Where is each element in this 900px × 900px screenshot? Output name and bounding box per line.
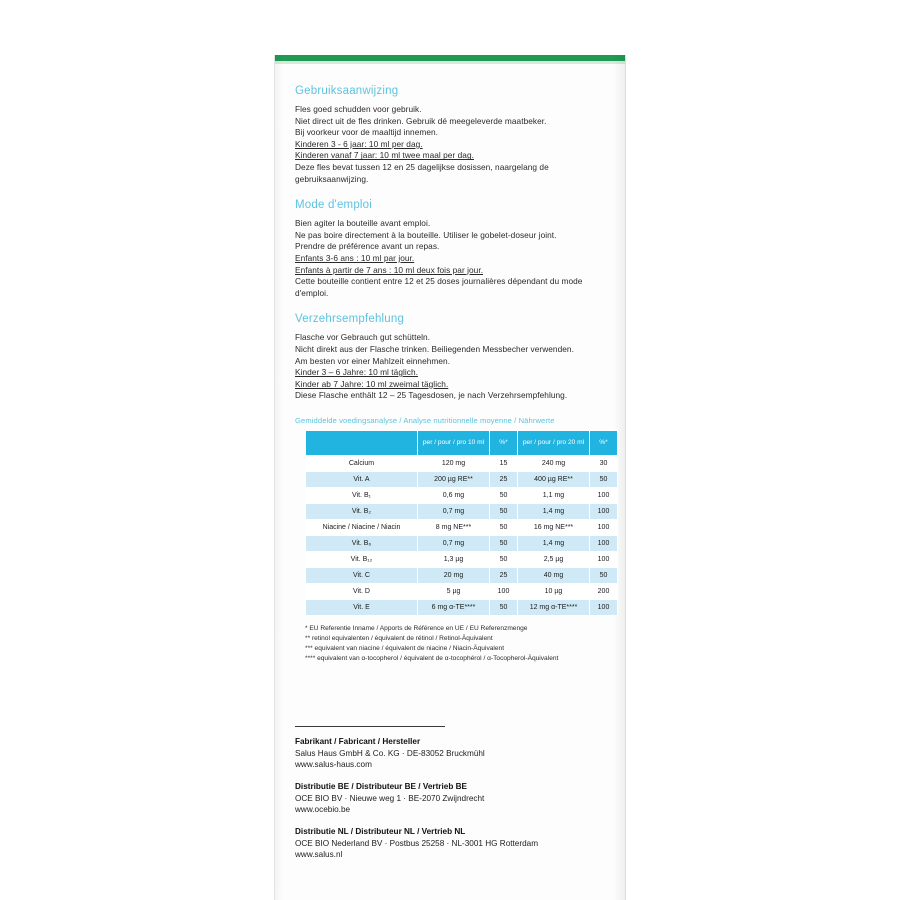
left-edge-shading (275, 55, 283, 900)
footnote: * EU Referentie Inname / Apports de Référence en UE / EU Referenzmenge (305, 624, 528, 632)
column-header-nutrient (306, 430, 418, 455)
cell-nutrient: Niacine / Niacine / Niacin (306, 519, 418, 535)
cell-pct-10ml: 50 (490, 551, 518, 567)
instruction-line: Fles goed schudden voor gebruik. (295, 104, 422, 114)
cell-per-10ml: 20 mg (418, 567, 490, 583)
table-row (306, 455, 618, 471)
instruction-line: Enfants à partir de 7 ans : 10 ml deux fois par jour. (295, 264, 484, 275)
column-header-pct-10ml: %* (490, 430, 518, 455)
distributor-be-heading: Distributie BE / Distributeur BE / Vertrieb BE (295, 781, 467, 791)
instruction-line: Cette bouteille contient entre 12 et 25 doses journalières dépendant du mode d'emploi. (295, 276, 583, 298)
cell-nutrient: Vit. D (306, 583, 418, 599)
instruction-line: Bij voorkeur voor de maaltijd innemen. (295, 127, 439, 138)
cell-pct-20ml: 200 (590, 583, 618, 599)
cell-pct-20ml: 100 (590, 599, 618, 615)
distributor-be-website[interactable]: www.ocebio.be (295, 805, 351, 815)
table-row (306, 551, 618, 567)
manufacturer-block (295, 736, 607, 771)
cell-per-10ml: 200 µg RE** (418, 471, 490, 487)
cell-pct-10ml: 50 (490, 519, 518, 535)
cell-per-10ml: 8 mg NE*** (418, 519, 490, 535)
cell-per-20ml: 240 mg (518, 455, 590, 471)
cell-nutrient: Vit. B₁ (306, 487, 418, 503)
instructions-section-nl (295, 85, 607, 185)
instruction-line: Niet direct uit de fles drinken. Gebruik dé meegeleverde maatbeker. (295, 115, 547, 126)
cell-pct-10ml: 15 (490, 455, 518, 471)
instruction-line: Kinderen vanaf 7 jaar: 10 ml twee maal per dag. (295, 150, 474, 161)
cell-per-20ml: 1,4 mg (518, 503, 590, 519)
cell-per-20ml: 12 mg α-TE**** (518, 599, 590, 615)
cell-pct-20ml: 50 (590, 471, 618, 487)
instruction-line: Kinder 3 – 6 Jahre: 10 ml täglich. (295, 367, 418, 378)
cell-per-10ml: 6 mg α-TE**** (418, 599, 490, 615)
manufacturer-address: Salus Haus GmbH & Co. KG · DE-83052 Bruckmühl (295, 748, 485, 758)
cell-per-20ml: 10 µg (518, 583, 590, 599)
footnote: *** equivalent van niacine / équivalent de niacine / Niacin-Äquivalent (305, 644, 505, 652)
table-row (306, 519, 618, 535)
cell-per-20ml: 16 mg NE*** (518, 519, 590, 535)
instruction-line: Enfants 3-6 ans : 10 ml par jour. (295, 252, 415, 263)
cell-pct-20ml: 100 (590, 487, 618, 503)
top-green-bar-secondary (275, 61, 625, 64)
section-divider (295, 726, 445, 727)
cell-pct-10ml: 50 (490, 503, 518, 519)
column-header-per-20ml: per / pour / pro 20 ml (518, 430, 590, 455)
cell-nutrient: Vit. B₂ (306, 503, 418, 519)
cell-per-10ml: 120 mg (418, 455, 490, 471)
cell-nutrient: Vit. B₆ (306, 535, 418, 551)
cell-per-10ml: 0,6 mg (418, 487, 490, 503)
cell-pct-10ml: 100 (490, 583, 518, 599)
section-title-de: Verzehrsempfehlung (295, 313, 405, 326)
table-row (306, 599, 618, 615)
instructions-section-de (295, 313, 607, 402)
cell-pct-10ml: 50 (490, 487, 518, 503)
cell-nutrient: Vit. B₁₂ (306, 551, 418, 567)
cell-per-20ml: 400 µg RE** (518, 471, 590, 487)
table-row (306, 471, 618, 487)
distributor-nl-address: OCE BIO Nederland BV · Postbus 25258 · NL-3001 HG Rotterdam (295, 838, 539, 848)
instruction-line: Ne pas boire directement à la bouteille. Utiliser le gobelet-doseur joint. (295, 229, 557, 240)
instruction-line: Am besten vor einer Mahlzeit einnehmen. (295, 355, 451, 366)
instruction-line: Prendre de préférence avant un repas. (295, 241, 440, 252)
distributor-be-block (295, 781, 607, 816)
panel-content (295, 85, 610, 871)
manufacturer-heading: Fabrikant / Fabricant / Hersteller (295, 736, 421, 746)
instruction-line: Kinder ab 7 Jahre: 10 ml zweimal täglich. (295, 378, 449, 389)
cell-pct-20ml: 30 (590, 455, 618, 471)
manufacturer-website[interactable]: www.salus-haus.com (295, 760, 372, 770)
distributor-nl-block (295, 826, 607, 861)
section-title-fr: Mode d'emploi (295, 199, 373, 212)
cell-per-10ml: 0,7 mg (418, 503, 490, 519)
distributor-be-address: OCE BIO BV · Nieuwe weg 1 · BE-2070 Zwijndrecht (295, 793, 485, 803)
cell-per-20ml: 1,1 mg (518, 487, 590, 503)
cell-nutrient: Calcium (306, 455, 418, 471)
footnote: ** retinol equivalenten / équivalent de rétinol / Retinol-Äquivalent (305, 634, 493, 642)
cell-per-10ml: 5 µg (418, 583, 490, 599)
cell-per-10ml: 1,3 µg (418, 551, 490, 567)
table-row (306, 535, 618, 551)
instructions-section-fr (295, 199, 607, 299)
instruction-line: Nicht direkt aus der Flasche trinken. Beiliegenden Messbecher verwenden. (295, 343, 574, 354)
cell-pct-20ml: 100 (590, 551, 618, 567)
cell-per-20ml: 2,5 µg (518, 551, 590, 567)
cell-per-10ml: 0,7 mg (418, 535, 490, 551)
cell-pct-20ml: 100 (590, 519, 618, 535)
cell-pct-10ml: 25 (490, 567, 518, 583)
distributor-nl-heading: Distributie NL / Distributeur NL / Vertrieb NL (295, 826, 466, 836)
column-header-pct-20ml: %* (590, 430, 618, 455)
table-row (306, 503, 618, 519)
instruction-line: Kinderen 3 - 6 jaar: 10 ml per dag. (295, 138, 423, 149)
table-row (306, 567, 618, 583)
cell-pct-20ml: 100 (590, 503, 618, 519)
cell-pct-20ml: 100 (590, 535, 618, 551)
cell-per-20ml: 40 mg (518, 567, 590, 583)
nutrition-footnotes (305, 624, 607, 664)
cell-nutrient: Vit. A (306, 471, 418, 487)
cell-pct-10ml: 25 (490, 471, 518, 487)
distributor-nl-website[interactable]: www.salus.nl (295, 850, 343, 860)
cell-nutrient: Vit. C (306, 567, 418, 583)
instruction-line: Flasche vor Gebrauch gut schütteln. (295, 332, 431, 343)
nutrition-table (305, 430, 618, 616)
nutrition-table-title: Gemiddelde voedingsanalyse / Analyse nutritionnelle moyenne / Nährwerte (295, 415, 555, 425)
package-panel (274, 55, 626, 900)
instruction-line: Diese Flasche enthält 12 – 25 Tagesdosen, je nach Verzehrsempfehlung. (295, 390, 568, 401)
footnote: **** equivalent van α-tocopherol / équivalent de α-tocophérol / α-Tocopherol-Äquivalent (305, 654, 559, 662)
cell-nutrient: Vit. E (306, 599, 418, 615)
cell-pct-10ml: 50 (490, 535, 518, 551)
column-header-per-10ml: per / pour / pro 10 ml (418, 430, 490, 455)
cell-pct-20ml: 50 (590, 567, 618, 583)
table-row (306, 583, 618, 599)
table-header-row (306, 430, 618, 455)
cell-pct-10ml: 50 (490, 599, 518, 615)
table-row (306, 487, 618, 503)
instruction-line: Deze fles bevat tussen 12 en 25 dagelijkse dosissen, naargelang de gebruiksaanwijzing. (295, 161, 549, 184)
section-title-nl: Gebruiksaanwijzing (295, 85, 399, 97)
cell-per-20ml: 1,4 mg (518, 535, 590, 551)
instruction-line: Bien agiter la bouteille avant emploi. (295, 218, 431, 229)
